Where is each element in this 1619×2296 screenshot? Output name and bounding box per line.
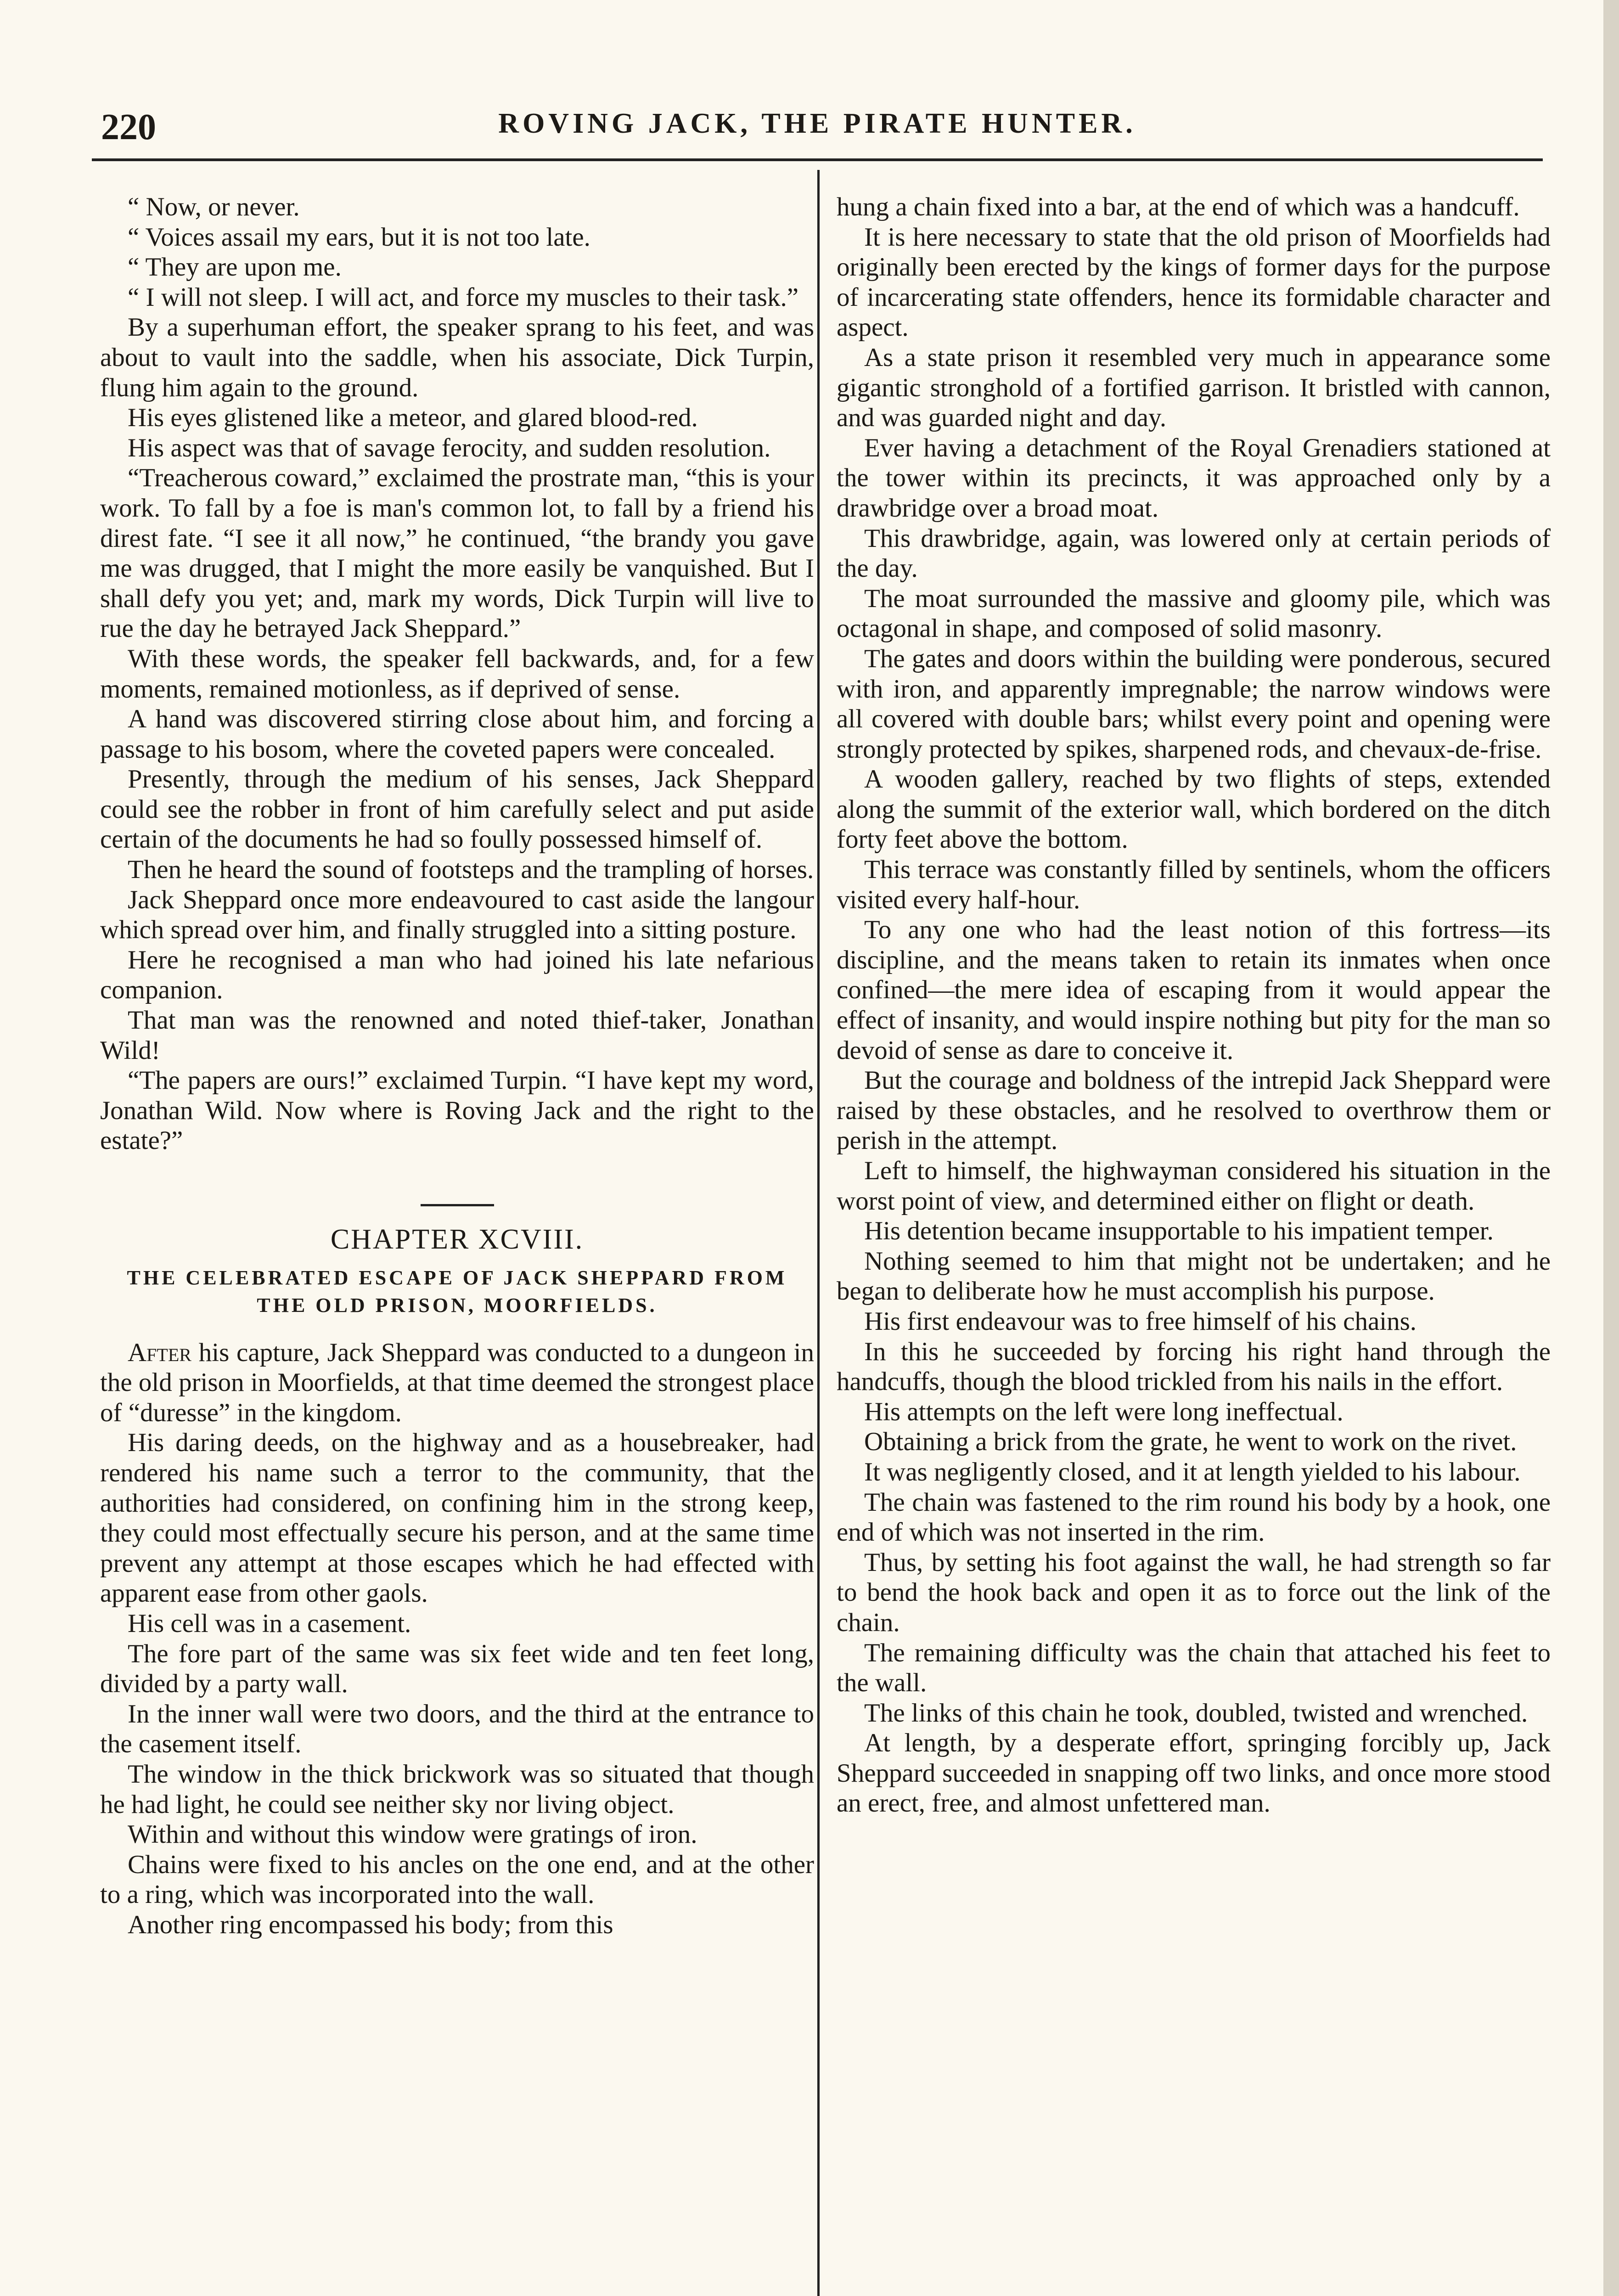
paragraph: His attempts on the left were long ineffectual. xyxy=(864,1397,1344,1426)
paragraph: Left to himself, the highwayman considered his situation in the worst point of view, and determined either on flight or death. xyxy=(837,1156,1551,1216)
paragraph: The fore part of the same was six feet wide and ten feet long, divided by a party wall. xyxy=(100,1639,814,1699)
paragraph: This terrace was constantly filled by sentinels, whom the officers visited every half-hour. xyxy=(837,855,1551,914)
paragraph: Within and without this window were gratings of iron. xyxy=(128,1820,697,1849)
paragraph: “The papers are ours!” exclaimed Turpin. “I have kept my word, Jonathan Wild. Now where is Roving Jack and the right to the estate?” xyxy=(100,1066,814,1155)
paragraph: Thus, by setting his foot against the wall, he had strength so far to bend the hook back and open it as to force out the link of the chain. xyxy=(837,1548,1551,1637)
paragraph: His first endeavour was to free himself of his chains. xyxy=(864,1306,1417,1336)
paragraph: The chain was fastened to the rim round his body by a hook, one end of which was not inserted in the rim. xyxy=(837,1487,1551,1547)
header-rule xyxy=(92,158,1543,161)
page-edge xyxy=(1603,0,1619,2296)
paragraph: Nothing seemed to him that might not be undertaken; and he began to deliberate how he must accomplish his purpose. xyxy=(837,1246,1551,1306)
paragraph: His aspect was that of savage ferocity, and sudden resolution. xyxy=(128,433,771,462)
page-header xyxy=(92,97,1543,152)
opening-text: his capture, Jack Sheppard was conducted to a dungeon in the old prison in Moorfields, at that time deemed the strongest place of “duresse” in the kingdom. xyxy=(100,1338,814,1427)
chapter-heading: CHAPTER XCVIII. xyxy=(330,1224,584,1255)
paragraph: With these words, the speaker fell backwards, and, for a few moments, remained motionless, as if deprived of sense. xyxy=(100,644,814,703)
paragraph: By a superhuman effort, the speaker sprang to his feet, and was about to vault into the saddle, when his associate, Dick Turpin, flung him again to the ground. xyxy=(100,313,814,402)
paragraph: It is here necessary to state that the old prison of Moorfields had originally been erected by the kings of former days for the purpose of incarcerating state offenders, hence its formidable character and aspect. xyxy=(837,222,1551,342)
paragraph: This drawbridge, again, was lowered only at certain periods of the day. xyxy=(837,523,1551,583)
paragraph: That man was the renowned and noted thief-taker, Jonathan Wild! xyxy=(100,1006,814,1065)
paragraph: It was negligently closed, and it at length yielded to his labour. xyxy=(864,1457,1521,1486)
paragraph: “Treacherous coward,” exclaimed the prostrate man, “this is your work. To fall by a foe is man's common lot, to fall by a friend his direst fate. “I see it all now,” he continued, “the brandy you gave me was drugged, that I might the more easily be vanquished. But I shall defy you yet; and, mark my words, Dick Turpin will live to rue the day he betrayed Jack Sheppard.” xyxy=(100,463,814,643)
paragraph: A hand was discovered stirring close about him, and forcing a passage to his bosom, where the coveted papers were concealed. xyxy=(100,704,814,764)
paragraph: Presently, through the medium of his senses, Jack Sheppard could see the robber in front of him carefully select and put aside certain of the documents he had so foully possessed himself of. xyxy=(100,765,814,854)
paragraph: His daring deeds, on the highway and as a housebreaker, had rendered his name such a terror to the community, that the authorities had considered, on confining him in the strong keep, they could most effectually secure his person, and at the same time prevent any attempt at those escapes which he had effected with apparent ease from other gaols. xyxy=(100,1428,814,1608)
paragraph: Obtaining a brick from the grate, he went to work on the rivet. xyxy=(864,1427,1517,1457)
left-column xyxy=(100,192,814,2296)
paragraph: Here he recognised a man who had joined his late nefarious companion. xyxy=(100,945,814,1005)
running-title: ROVING JACK, THE PIRATE HUNTER. xyxy=(498,108,1136,139)
paragraph: To any one who had the least notion of this fortress—its discipline, and the means taken to retain its inmates when once confined—the mere idea of escaping from it would appear the effect of insanity, and would inspire nothing but pity for the man so devoid of sense as dare to conceive it. xyxy=(837,915,1551,1065)
paragraph: Chains were fixed to his ancles on the one end, and at the other to a ring, which was incorporated into the wall. xyxy=(100,1850,814,1909)
paragraph: His eyes glistened like a meteor, and glared blood-red. xyxy=(128,403,698,433)
paragraph: hung a chain fixed into a bar, at the end of which was a handcuff. xyxy=(837,192,1520,221)
paragraph: At length, by a desperate effort, springing forcibly up, Jack Sheppard succeeded in snapping off two links, and once more stood an erect, free, and almost unfettered man. xyxy=(837,1728,1551,1818)
paragraph: A wooden gallery, reached by two flights of steps, extended along the summit of the exterior wall, which bordered on the ditch forty feet above the bottom. xyxy=(837,765,1551,854)
paragraph: “ They are upon me. xyxy=(128,253,342,282)
paragraph: Jack Sheppard once more endeavoured to cast aside the langour which spread over him, and finally struggled into a sitting posture. xyxy=(100,885,814,945)
paragraph: Another ring encompassed his body; from this xyxy=(128,1910,613,1939)
page-number: 220 xyxy=(101,107,156,147)
paragraph: “ I will not sleep. I will act, and force my muscles to their task.” xyxy=(128,282,798,312)
paragraph: But the courage and boldness of the intrepid Jack Sheppard were raised by these obstacles, and he resolved to overthrow them or perish in the attempt. xyxy=(837,1066,1551,1155)
paragraph: His detention became insupportable to his impatient temper. xyxy=(864,1216,1494,1246)
paragraph: The remaining difficulty was the chain that attached his feet to the wall. xyxy=(837,1638,1551,1698)
section-ornament xyxy=(100,1188,814,1206)
paragraph: In this he succeeded by forcing his right hand through the handcuffs, though the blood trickled from his nails in the effort. xyxy=(837,1337,1551,1396)
column-divider xyxy=(817,170,820,2296)
paragraph: As a state prison it resembled very much in appearance some gigantic stronghold of a fortified garrison. It bristled with cannon, and was guarded night and day. xyxy=(837,343,1551,433)
chapter-subtitle: THE CELEBRATED ESCAPE OF JACK SHEPPARD FROM THE OLD PRISON, MOORFIELDS. xyxy=(127,1266,787,1317)
paragraph: The links of this chain he took, doubled, twisted and wrenched. xyxy=(864,1698,1528,1728)
paragraph: “ Voices assail my ears, but it is not too late. xyxy=(128,222,590,252)
paragraph: The gates and doors within the building were ponderous, secured with iron, and apparently impregnable; the narrow windows were all covered with double bars; whilst every point and opening were strongly protected by spikes, sharpened rods, and chevaux-de-frise. xyxy=(837,644,1551,764)
paragraph: Then he heard the sound of footsteps and the trampling of horses. xyxy=(128,855,814,884)
opening-word: After xyxy=(128,1338,191,1367)
paragraph: Ever having a detachment of the Royal Grenadiers stationed at the tower within its precincts, it was approached only by a drawbridge over a broad moat. xyxy=(837,433,1551,523)
opening-paragraph xyxy=(100,1338,814,1428)
paragraph: The moat surrounded the massive and gloomy pile, which was octagonal in shape, and composed of solid masonry. xyxy=(837,584,1551,643)
paragraph: In the inner wall were two doors, and the third at the entrance to the casement itself. xyxy=(100,1699,814,1759)
paragraph: His cell was in a casement. xyxy=(128,1609,411,1638)
paragraph: “ Now, or never. xyxy=(128,192,300,221)
right-column xyxy=(837,192,1551,2296)
paragraph: The window in the thick brickwork was so situated that though he had light, he could see neither sky nor living object. xyxy=(100,1759,814,1819)
